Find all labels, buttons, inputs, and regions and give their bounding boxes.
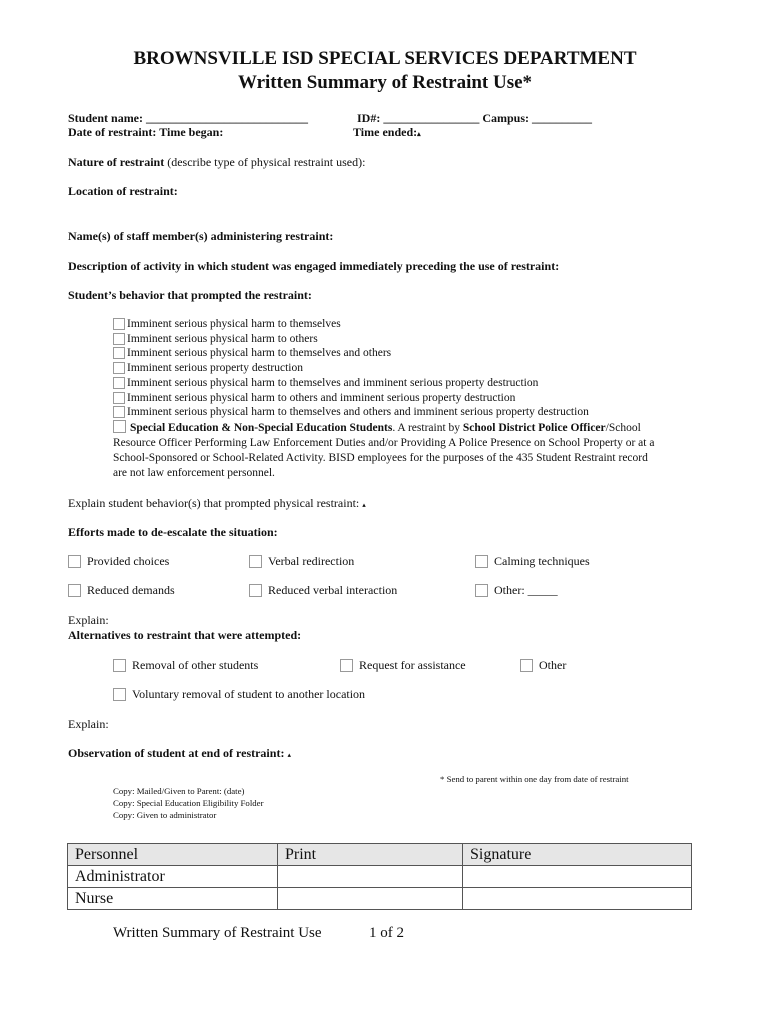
checkbox[interactable] [475,555,488,568]
staff-label: Name(s) of staff member(s) administering restraint: [68,229,334,243]
option-reduced-verbal-interaction[interactable]: Reduced verbal interaction [249,583,397,598]
checkbox[interactable] [475,584,488,597]
behavior-option[interactable]: Imminent serious physical harm to themselves and others [113,347,391,359]
checkbox[interactable] [113,347,125,359]
copy-line: Copy: Special Education Eligibility Folder [113,798,264,808]
checkbox[interactable] [113,318,125,330]
form-subtitle: Written Summary of Restraint Use* [237,72,533,93]
option-provided-choices[interactable]: Provided choices [68,554,169,569]
option-request-for-assistance[interactable]: Request for assistance [340,658,466,673]
table-header: Print [278,844,463,866]
field-marker: ▴ [287,751,291,759]
signature-table [67,843,692,910]
checkbox[interactable] [113,392,125,404]
option-reduced-demands[interactable]: Reduced demands [68,583,175,598]
option-removal-of-other-students[interactable]: Removal of other students [113,658,258,673]
table-row [68,888,692,910]
checkbox[interactable] [113,659,126,672]
checkbox[interactable] [113,406,125,418]
behavior-label: Student’s behavior that prompted the restraint: [68,288,312,302]
field-marker: ▴ [417,130,421,138]
checkbox[interactable] [249,555,262,568]
copy-line: Copy: Given to administrator [113,810,217,820]
checkbox[interactable] [113,420,126,433]
explain-label: Explain: [68,717,109,731]
option-other-alternative[interactable]: Other [520,658,566,673]
id-campus-field[interactable]: ID#: ________________ Campus: __________ [357,111,593,125]
behavior-option[interactable]: Imminent serious physical harm to others and imminent serious property destruction [113,392,515,404]
deescalate-title: Efforts made to de-escalate the situation: [68,525,278,539]
checkbox[interactable] [113,377,125,389]
option-calming-techniques[interactable]: Calming techniques [475,554,590,569]
copy-line: Copy: Mailed/Given to Parent: (date) [113,786,245,796]
table-header: Signature [463,844,692,866]
footer-title: Written Summary of Restraint Use [113,925,322,941]
explain-label: Explain: [68,613,109,627]
option-verbal-redirection[interactable]: Verbal redirection [249,554,354,569]
time-ended-field[interactable]: Time ended:▴ [353,125,421,139]
option-voluntary-removal[interactable]: Voluntary removal of student to another location [113,687,365,702]
checkbox[interactable] [68,555,81,568]
special-education-paragraph: Special Education & Non-Special Education Students. A restraint by School District Police Officer/School Resource Officer Performing Law Enforcement Duties and/or Providing A Police Presence on School Property or at a School-Sponsored or School-Related Activity. BISD employees for the purposes of the 435 Student Restraint record are not law enforcement personnel. [113,422,655,479]
signature-cell[interactable] [463,866,692,888]
checkbox[interactable] [113,688,126,701]
form-title: BROWNSVILLE ISD SPECIAL SERVICES DEPARTMENT [133,48,637,69]
activity-label: Description of activity in which student was engaged immediately preceding the use of restraint: [68,259,560,273]
nature-of-restraint: Nature of restraint (describe type of physical restraint used): [68,155,366,169]
explain-behavior-label: Explain student behavior(s) that prompted physical restraint: ▴ [68,496,366,510]
checkbox[interactable] [113,333,125,345]
page-number: 1 of 2 [369,925,404,941]
print-cell[interactable] [278,888,463,910]
checkbox[interactable] [249,584,262,597]
checkbox[interactable] [340,659,353,672]
signature-cell[interactable] [463,888,692,910]
print-cell[interactable] [278,866,463,888]
behavior-option[interactable]: Imminent serious physical harm to themselves and imminent serious property destruction [113,377,538,389]
field-marker: ▴ [362,501,366,509]
alternatives-title: Alternatives to restraint that were attempted: [68,628,302,642]
table-header: Personnel [68,844,278,866]
student-name-field[interactable]: Student name: ___________________________ [68,111,309,125]
checkbox[interactable] [520,659,533,672]
checkbox[interactable] [68,584,81,597]
table-header-row [68,844,692,866]
behavior-option[interactable]: Imminent serious physical harm to themselves and others and imminent serious property destruction [113,406,589,418]
option-other[interactable]: Other: _____ [475,583,558,598]
location-label: Location of restraint: [68,184,178,198]
behavior-option[interactable]: Imminent serious physical harm to themselves [113,318,341,330]
table-cell: Administrator [68,866,278,888]
behavior-option[interactable]: Imminent serious physical harm to others [113,333,318,345]
table-row [68,866,692,888]
date-time-field[interactable]: Date of restraint: Time began: [68,125,224,139]
observation-label: Observation of student at end of restraint: ▴ [68,746,291,760]
send-note: * Send to parent within one day from date of restraint [440,774,629,784]
behavior-option[interactable]: Imminent serious property destruction [113,362,303,374]
checkbox[interactable] [113,362,125,374]
table-cell: Nurse [68,888,278,910]
